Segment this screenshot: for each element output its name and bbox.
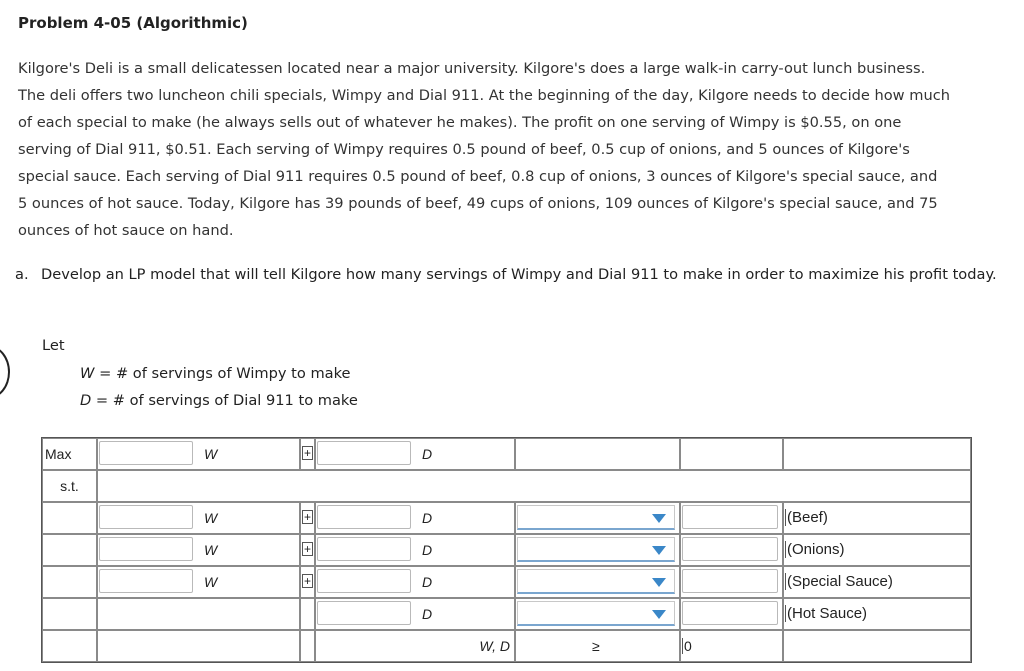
statement-line: Kilgore's Deli is a small delicatessen located near a major university. Kilgore's does a large walk-in carry-out lunch business.	[18, 60, 926, 77]
part-a-text: Develop an LP model that will tell Kilgore how many servings of Wimpy and Dial 911 to make in order to maximize his profit today.	[41, 266, 997, 283]
nonneg-vars: W, D	[479, 638, 510, 654]
constraint-name: (Beef)	[787, 509, 828, 526]
objective-row	[42, 438, 971, 470]
dropdown-arrow-icon	[652, 514, 666, 523]
coef-cell	[97, 566, 300, 598]
empty-cell	[42, 598, 97, 630]
part-a-question	[15, 263, 1020, 287]
definition-w	[80, 365, 351, 382]
empty-cell	[42, 502, 97, 534]
coef-cell	[315, 502, 515, 534]
empty-cell	[97, 630, 300, 662]
onions-sign-select[interactable]	[517, 537, 675, 562]
nonneg-sign: ≥	[592, 638, 600, 654]
sign-cell	[515, 598, 680, 630]
empty-cell	[97, 598, 300, 630]
rhs-cell	[680, 566, 783, 598]
coef-cell	[97, 534, 300, 566]
def-var: W	[80, 365, 95, 382]
var-w: W	[204, 542, 218, 558]
coef-cell	[97, 502, 300, 534]
onions-coef-d-input[interactable]	[317, 537, 411, 561]
dropdown-arrow-icon	[652, 610, 666, 619]
empty-cell	[42, 534, 97, 566]
coef-cell	[315, 438, 515, 470]
sauce-sign-select[interactable]	[517, 569, 675, 594]
constraint-row	[42, 566, 971, 598]
sign-cell	[515, 502, 680, 534]
empty-cell	[515, 438, 680, 470]
def-text: = # of servings of Dial 911 to make	[91, 392, 358, 409]
plus-sign: +	[303, 510, 311, 524]
plus-cell	[300, 438, 315, 470]
plus-sign: +	[303, 542, 311, 556]
constraint-name: (Hot Sauce)	[787, 605, 868, 622]
empty-cell	[97, 470, 971, 502]
hot-sign-select[interactable]	[517, 601, 675, 626]
obj-coef-w-input[interactable]	[99, 441, 193, 465]
statement-line: of each special to make (he always sells out of whatever he makes). The profit on one serving of Wimpy is $0.55, on one	[18, 114, 902, 131]
statement-line: special sauce. Each serving of Dial 911 requires 0.5 pound of beef, 0.8 cup of onions, 3 ounces of Kilgore's special sauce, and	[18, 168, 938, 185]
var-d: D	[422, 510, 433, 526]
dropdown-arrow-icon	[652, 546, 666, 555]
side-arc-decoration	[0, 345, 10, 399]
constraint-row	[42, 534, 971, 566]
nonneg-row	[42, 630, 971, 662]
var-w: W	[204, 574, 218, 590]
plus-sign: +	[303, 446, 311, 460]
sign-cell	[515, 534, 680, 566]
hot-coef-d-input[interactable]	[317, 601, 411, 625]
onions-coef-w-input[interactable]	[99, 537, 193, 561]
nonneg-vars-cell	[315, 630, 515, 662]
var-d: D	[422, 574, 433, 590]
var-d: D	[422, 606, 433, 622]
definition-d	[80, 392, 358, 409]
def-var: D	[80, 392, 92, 409]
var-d: D	[422, 446, 433, 462]
nonneg-sign-cell	[515, 630, 680, 662]
empty-cell	[680, 438, 783, 470]
var-d: D	[422, 542, 433, 558]
beef-coef-w-input[interactable]	[99, 505, 193, 529]
plus-sign: +	[303, 574, 311, 588]
var-w: W	[204, 446, 218, 462]
name-cell	[783, 502, 971, 534]
lp-model-table	[41, 437, 972, 663]
nonneg-rhs: 0	[684, 638, 692, 654]
constraint-row	[42, 598, 971, 630]
beef-rhs-input[interactable]	[682, 505, 778, 529]
problem-statement	[18, 55, 1018, 244]
name-cell	[783, 566, 971, 598]
max-label: Max	[42, 438, 97, 470]
sign-cell	[515, 566, 680, 598]
sauce-coef-w-input[interactable]	[99, 569, 193, 593]
rhs-cell	[680, 598, 783, 630]
sauce-coef-d-input[interactable]	[317, 569, 411, 593]
part-a-label: a.	[15, 266, 29, 283]
plus-cell	[300, 502, 315, 534]
obj-coef-d-input[interactable]	[317, 441, 411, 465]
coef-cell	[97, 438, 300, 470]
empty-cell	[783, 630, 971, 662]
onions-rhs-input[interactable]	[682, 537, 778, 561]
name-cell	[783, 598, 971, 630]
rhs-cell	[680, 502, 783, 534]
statement-line: serving of Dial 911, $0.51. Each serving of Wimpy requires 0.5 pound of beef, 0.5 cup of onions, and 5 ounces of Kilgore's	[18, 141, 910, 158]
coef-cell	[315, 598, 515, 630]
statement-line: 5 ounces of hot sauce. Today, Kilgore has 39 pounds of beef, 49 cups of onions, 109 ounces of Kilgore's special sauce, and 75	[18, 195, 938, 212]
rhs-cell	[680, 534, 783, 566]
plus-cell	[300, 534, 315, 566]
beef-sign-select[interactable]	[517, 505, 675, 530]
var-w: W	[204, 510, 218, 526]
constraint-row	[42, 502, 971, 534]
hot-rhs-input[interactable]	[682, 601, 778, 625]
plus-cell	[300, 566, 315, 598]
statement-line: ounces of hot sauce on hand.	[18, 222, 234, 239]
empty-cell	[300, 630, 315, 662]
statement-line: The deli offers two luncheon chili specials, Wimpy and Dial 911. At the beginning of the day, Kilgore needs to decide how much	[18, 87, 950, 104]
coef-cell	[315, 534, 515, 566]
st-label: s.t.	[42, 470, 97, 502]
dropdown-arrow-icon	[652, 578, 666, 587]
def-text: = # of servings of Wimpy to make	[94, 365, 351, 382]
empty-cell	[42, 566, 97, 598]
empty-cell	[42, 630, 97, 662]
constraint-name: (Onions)	[787, 541, 845, 558]
name-cell	[783, 534, 971, 566]
beef-coef-d-input[interactable]	[317, 505, 411, 529]
constraint-name: (Special Sauce)	[787, 573, 893, 590]
st-row	[42, 470, 971, 502]
nonneg-rhs-cell	[680, 630, 783, 662]
empty-cell	[300, 598, 315, 630]
problem-title: Problem 4-05 (Algorithmic)	[18, 14, 248, 32]
let-label: Let	[42, 337, 65, 354]
empty-cell	[783, 438, 971, 470]
coef-cell	[315, 566, 515, 598]
sauce-rhs-input[interactable]	[682, 569, 778, 593]
